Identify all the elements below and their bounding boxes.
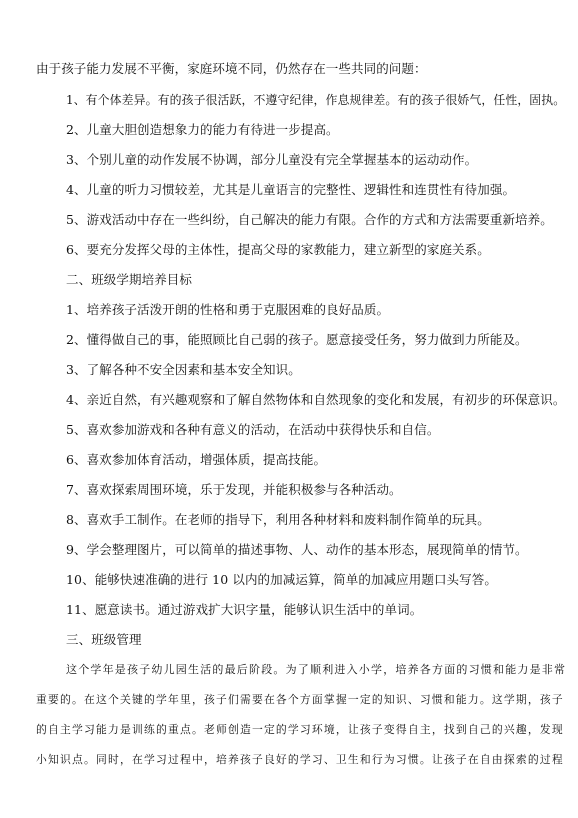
list-item: 9、学会整理图片，可以简单的描述事物、人、动作的基本形态，展现简单的情节。 [66,542,528,557]
intro-paragraph: 由于孩子能力发展不平衡，家庭环境不同，仍然存在一些共同的问题： [36,61,427,76]
paragraph-line: 小知识点。同时，在学习过程中，培养孩子良好的学习、卫生和行为习惯。让孩子在自由探索的过程 [36,753,564,766]
list-item: 8、喜欢手工制作。在老师的指导下，利用各种材料和废料制作简单的玩具。 [66,512,490,527]
list-item: 6、要充分发挥父母的主体性，提高父母的家教能力，建立新型的家庭关系。 [66,242,490,257]
list-item: 3、了解各种不安全因素和基本安全知识。 [66,362,301,377]
list-item: 5、游戏活动中存在一些纠纷，自己解决的能力有限。合作的方式和方法需要重新培养。 [66,212,553,227]
list-item: 11、愿意读书。通过游戏扩大识字量，能够认识生活中的单词。 [66,602,423,617]
list-item: 6、喜欢参加体育活动，增强体质，提高技能。 [66,452,327,467]
paragraph-line: 的自主学习能力是训练的重点。老师创造一定的学习环境，让孩子变得自主，找到自己的兴趣，发现 [36,723,564,736]
list-item: 10、能够快速准确的进行 10 以内的加减运算，简单的加减应用题口头写答。 [66,572,497,587]
list-item: 4、亲近自然，有兴趣观察和了解自然物体和自然现象的变化和发展，有初步的环保意识。 [66,392,566,407]
paragraph-line: 重要的。在这个关键的学年里，孩子们需要在各个方面掌握一定的知识、习惯和能力。这学期，孩子 [36,693,564,706]
section-heading-goals: 二、班级学期培养目标 [66,272,193,287]
list-item: 5、喜欢参加游戏和各种有意义的活动，在活动中获得快乐和自信。 [66,422,440,437]
section-heading-management: 三、班级管理 [66,632,142,647]
list-item: 7、喜欢探索周围环境，乐于发现，并能积极参与各种活动。 [66,482,402,497]
paragraph-line: 这个学年是孩子幼儿园生活的最后阶段。为了顺利进入小学，培养各方面的习惯和能力是非常 [66,663,567,676]
list-item: 1、有个体差异。有的孩子很活跃，不遵守纪律，作息规律差。有的孩子很娇气，任性，固执。 [66,93,566,107]
list-item: 4、儿童的听力习惯较差，尤其是儿童语言的完整性、逻辑性和连贯性有待加强。 [66,182,516,197]
list-item: 3、个别儿童的动作发展不协调，部分儿童没有完全掌握基本的运动动作。 [66,152,478,167]
list-item: 1、培养孩子活泼开朗的性格和勇于克服困难的良好品质。 [66,302,390,317]
list-item: 2、儿童大胆创造想象力的能力有待进一步提高。 [66,122,339,137]
list-item: 2、懂得做自己的事，能照顾比自己弱的孩子。愿意接受任务，努力做到力所能及。 [66,332,528,347]
